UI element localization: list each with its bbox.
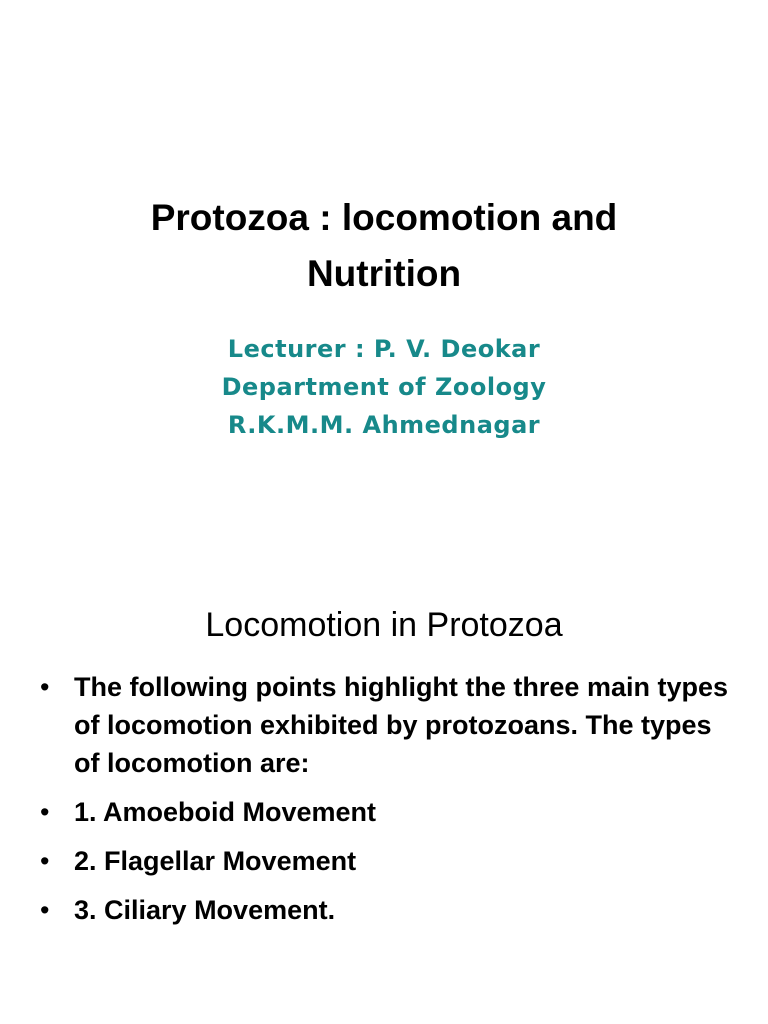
slide-heading: Locomotion in Protozoa <box>205 606 563 644</box>
presenter-info <box>60 330 708 444</box>
department-name: Department of Zoology <box>221 373 547 401</box>
bullet-text: 1. Amoeboid Movement <box>74 797 377 827</box>
bullet-text: 2. Flagellar Movement <box>74 846 357 876</box>
title-line-1: Protozoa : locomotion and <box>150 197 618 238</box>
bullet-icon: • <box>40 895 50 925</box>
title-line-2: Nutrition <box>306 253 462 294</box>
bullet-icon: • <box>40 672 50 702</box>
bullet-item <box>40 793 740 831</box>
bullet-list <box>40 668 740 940</box>
institution-name: R.K.M.M. Ahmednagar <box>227 411 541 439</box>
presentation-title <box>60 190 708 302</box>
bullet-icon: • <box>40 797 50 827</box>
bullet-item <box>40 668 740 782</box>
lecturer-name: Lecturer : P. V. Deokar <box>227 335 541 363</box>
bullet-item <box>40 891 740 929</box>
bullet-text: The following points highlight the three main types of locomotion exhibited by protozoans. The types of locomotion are: <box>74 672 728 778</box>
bullet-icon: • <box>40 846 50 876</box>
slide-locomotion <box>0 576 768 1024</box>
bullet-item <box>40 842 740 880</box>
bullet-text: 3. Ciliary Movement. <box>74 895 336 925</box>
